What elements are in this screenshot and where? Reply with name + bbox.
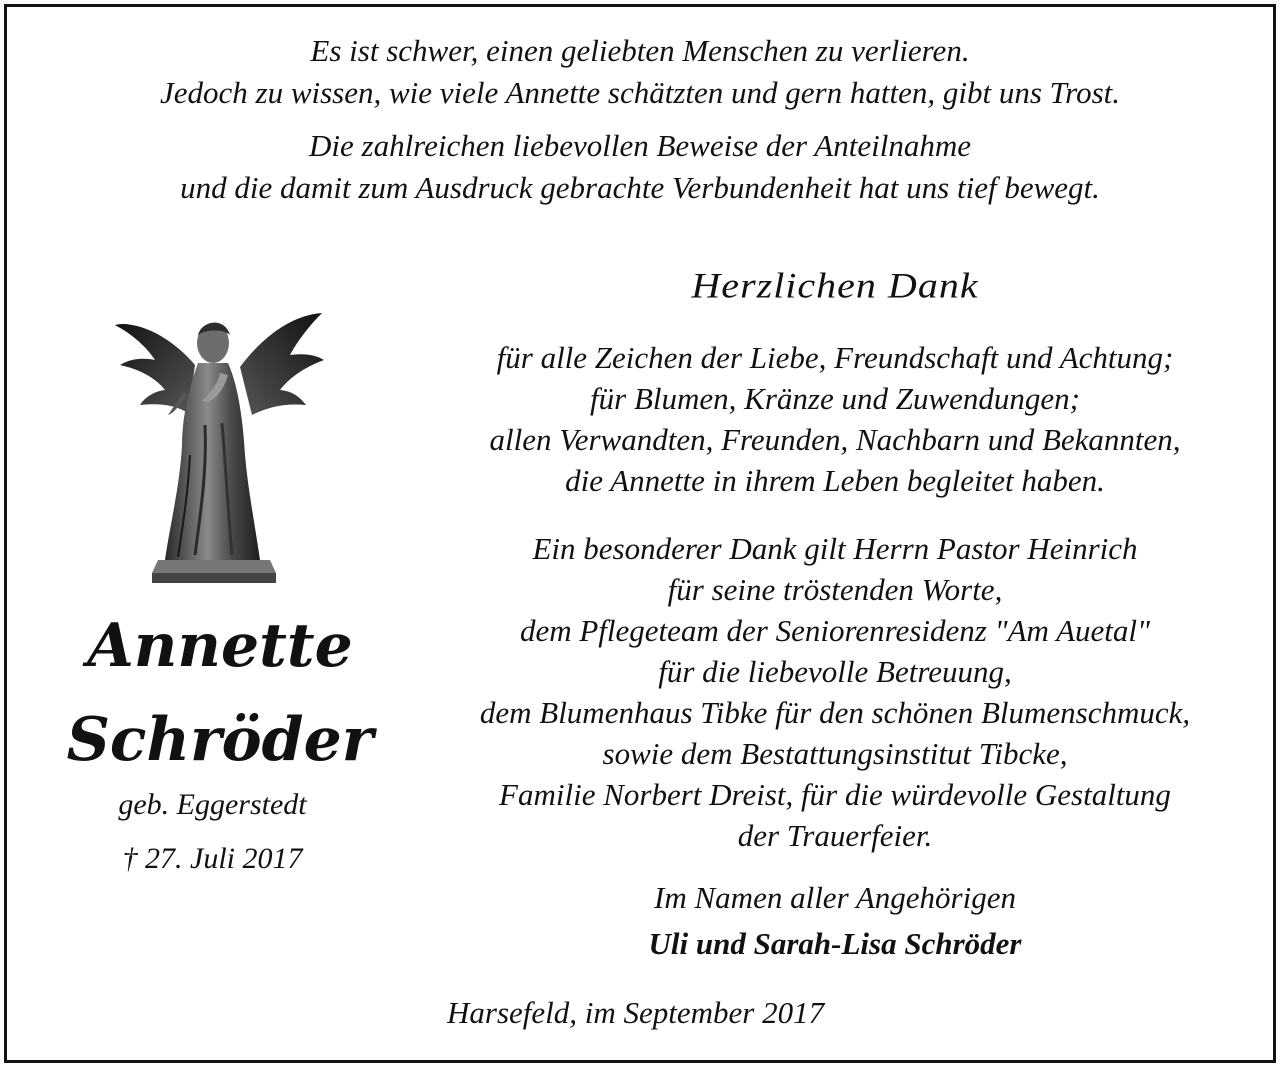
special-thanks-paragraph <box>440 528 1230 856</box>
thanks-heading <box>440 262 1230 309</box>
intro-line-4: und die damit zum Ausdruck gebrachte Verbundenheit hat uns tief bewegt. <box>180 170 1100 205</box>
intro-line-3: Die zahlreichen liebevollen Beweise der Anteilnahme <box>309 128 971 163</box>
deceased-first-name <box>0 606 440 686</box>
deceased-first-name-text: Annette <box>87 611 353 681</box>
deceased-last-name <box>0 700 440 780</box>
special-line: dem Blumenhaus Tibke für den schönen Blumenschmuck, <box>479 695 1191 730</box>
special-line: sowie dem Bestattungsinstitut Tibcke, <box>602 736 1068 771</box>
thanks-line: für Blumen, Kränze und Zuwendungen; <box>590 381 1080 416</box>
intro-paragraph-1 <box>0 30 1280 114</box>
thanks-line: die Annette in ihrem Leben begleitet haben. <box>565 463 1105 498</box>
signature-line: Im Namen aller Angehörigen <box>654 880 1016 915</box>
special-line: für seine tröstenden Worte, <box>667 572 1003 607</box>
special-line: für die liebevolle Betreuung, <box>658 654 1012 689</box>
special-line: dem Pflegeteam der Seniorenresidenz "Am Auetal" <box>519 613 1151 648</box>
intro-paragraph-2 <box>0 125 1280 209</box>
birth-name: geb. Eggerstedt <box>118 788 307 821</box>
intro-line-1: Es ist schwer, einen geliebten Menschen zu verlieren. <box>310 33 970 68</box>
special-line: Ein besonderer Dank gilt Herrn Pastor Heinrich <box>532 531 1138 566</box>
intro-line-2: Jedoch zu wissen, wie viele Annette schätzten und gern hatten, gibt uns Trost. <box>159 75 1121 110</box>
place-date: Harsefeld, im September 2017 <box>447 995 825 1030</box>
thanks-paragraph <box>440 337 1230 501</box>
thanks-heading-text: Herzlichen Dank <box>691 265 979 306</box>
special-line: der Trauerfeier. <box>737 818 933 853</box>
special-line: Familie Norbert Dreist, für die würdevolle Gestaltung <box>499 777 1171 812</box>
death-date: † 27. Juli 2017 <box>122 842 303 875</box>
angel-statue-icon <box>110 305 330 590</box>
thanks-line: allen Verwandten, Freunden, Nachbarn und Bekannten, <box>489 422 1181 457</box>
signature-names: Uli und Sarah-Lisa Schröder <box>648 926 1022 961</box>
signature-block <box>440 875 1230 967</box>
thanks-line: für alle Zeichen der Liebe, Freundschaft und Achtung; <box>496 340 1174 375</box>
deceased-last-name-text: Schröder <box>66 705 374 775</box>
